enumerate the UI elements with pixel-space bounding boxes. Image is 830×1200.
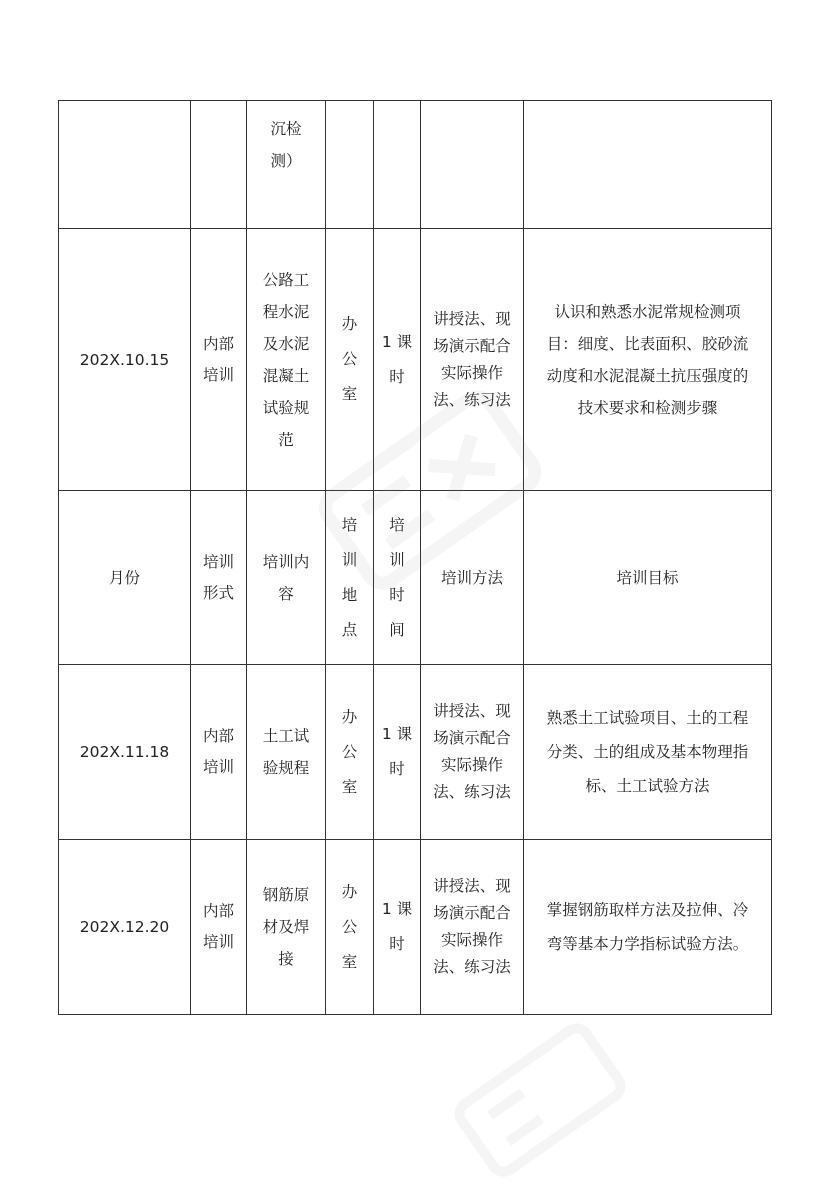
training-location-cell [326,665,374,840]
cell-lines [342,875,358,980]
cell-line: 实际操作 [440,931,503,949]
cell-lines [441,567,503,589]
cell-lines [547,701,749,803]
cell-text: 202X.11.18 [79,743,170,761]
cell-lines [342,307,358,412]
cell-line: 实际操作 [440,756,503,774]
cell-lines [616,561,678,595]
training-form-cell [191,491,247,665]
cell-line: 室 [341,385,358,403]
cell-line: 公路工 [262,270,310,289]
cell-text: 202X.12.20 [79,918,170,936]
cell-line: 内部 [202,727,234,745]
cell-lines [382,717,412,787]
cell-line: 认识和熟悉水泥常规检测项 [554,302,741,321]
cell-line: 技术要求和检测步骤 [577,398,718,417]
table-row [59,840,772,1015]
training-content-cell [247,840,326,1015]
cell-line: 形式 [202,583,234,602]
cell-line: 法、练习法 [433,390,511,409]
cell-lines [263,264,310,456]
cell-line: 验规程 [262,759,310,777]
cell-lines [263,720,310,784]
cell-line: 办 [341,882,358,901]
cell-line: 场演示配合 [433,336,511,355]
training-form-cell [191,229,247,491]
cell-line: 训 [341,550,358,569]
cell-lines [203,896,234,958]
training-location-cell [326,491,374,665]
month-cell [59,229,191,491]
cell-lines [433,873,511,981]
training-content-cell [247,491,326,665]
cell-line: 公 [341,742,358,761]
cell-line: 1 课 [381,332,413,351]
cell-line: 土工试 [262,727,310,745]
cell-line: 场演示配合 [433,729,511,747]
training-form-cell [191,840,247,1015]
month-cell [59,840,191,1015]
training-location-cell [326,840,374,1015]
training-duration-cell [374,840,421,1015]
cell-line: 办 [341,315,358,333]
training-content-cell [247,229,326,491]
training-plan-table [58,100,772,1015]
cell-line: 法、练习法 [433,958,511,976]
cell-line: 讲授法、现 [433,702,511,720]
cell-line: 地 [341,585,358,604]
cell-line: 范 [278,430,294,449]
cell-line: 内部 [202,902,234,920]
cell-line: 培训内 [262,552,310,571]
month-cell [59,491,191,665]
training-duration-cell [374,491,421,665]
cell-line: 内部 [202,334,234,353]
cell-line: 室 [341,952,358,971]
cell-line: 实际操作 [440,363,503,382]
cell-lines [382,325,412,395]
training-goal-cell [524,491,772,665]
training-goal-cell [524,665,772,840]
table-row [59,665,772,840]
cell-line: 培训目标 [616,568,679,587]
cell-line: 室 [341,777,358,796]
cell-text: 月份 [108,568,140,587]
cell-line: 培训 [202,758,234,776]
cell-lines [547,296,749,424]
cell-line: 培 [341,515,358,534]
cell-line: 测） [270,152,302,170]
training-location-cell [326,229,374,491]
training-method-cell [421,491,524,665]
cell-lines [270,113,301,177]
cell-line: 混凝土 [262,366,310,385]
cell-line: 目：细度、比表面积、胶砂流 [546,334,749,353]
cell-line: 容 [278,584,294,603]
table-row [59,491,772,665]
training-method-cell [421,229,524,491]
cell-line: 培 [389,515,405,534]
cell-line: 分类、土的组成及基本物理指 [546,743,749,761]
cell-line: 时 [389,585,405,604]
table-row [59,229,772,491]
cell-line: 办 [341,707,358,726]
cell-line: 钢筋原 [262,886,310,904]
cell-line: 培训 [202,365,234,384]
cell-line: 沉检 [270,120,302,138]
cell-line: 间 [389,620,405,639]
cell-lines [433,306,511,414]
training-goal-cell [524,840,772,1015]
cell-line: 1 课 [381,900,413,918]
cell-line: 场演示配合 [433,904,511,922]
cell-line: 点 [341,620,358,639]
cell-line: 时 [389,367,405,386]
cell-lines [382,892,412,962]
cell-line: 熟悉土工试验项目、土的工程 [546,709,749,727]
cell-line: 讲授法、现 [433,877,511,895]
training-form-cell [191,665,247,840]
training-content-cell [247,101,326,229]
cell-lines [433,698,511,806]
cell-lines [203,329,234,391]
cell-line: 培训 [202,933,234,951]
training-duration-cell [374,229,421,491]
training-method-cell [421,665,524,840]
cell-line: 时 [389,760,405,778]
training-duration-cell [374,665,421,840]
cell-lines [203,547,234,609]
cell-line: 材及焊 [262,918,310,936]
table-row [59,101,772,229]
training-method-cell [421,101,524,229]
training-content-cell [247,665,326,840]
watermark-icon [430,1000,650,1200]
cell-line: 掌握钢筋取样方法及拉伸、冷 [546,901,749,919]
cell-line: 试验规 [262,398,310,417]
cell-line: 法、练习法 [433,783,511,801]
cell-line: 动度和水泥混凝土抗压强度的 [546,366,749,385]
month-cell [59,101,191,229]
training-duration-cell [374,101,421,229]
training-form-cell [191,101,247,229]
cell-line: 公 [341,350,358,368]
cell-line: 接 [278,950,294,968]
cell-line: 及水泥 [262,334,310,353]
training-location-cell [326,101,374,229]
cell-line: 时 [389,935,405,953]
cell-line: 培训 [202,552,234,571]
cell-lines [389,508,405,648]
cell-lines [342,508,358,648]
cell-line: 培训方法 [440,568,503,587]
cell-lines [547,893,749,961]
cell-line: 公 [341,917,358,936]
cell-text: 202X.10.15 [79,350,170,369]
cell-line: 标、土工试验方法 [585,777,710,795]
cell-line: 弯等基本力学指标试验方法。 [546,935,749,953]
cell-lines [342,700,358,805]
cell-lines [263,546,310,610]
cell-line: 讲授法、现 [433,309,511,328]
cell-line: 训 [389,550,405,569]
cell-line: 程水泥 [262,302,310,321]
training-method-cell [421,840,524,1015]
table-body [59,101,772,1015]
training-goal-cell [524,101,772,229]
month-cell [59,665,191,840]
cell-lines [263,879,310,975]
training-goal-cell [524,229,772,491]
cell-lines [203,721,234,783]
cell-line: 1 课 [381,725,413,743]
